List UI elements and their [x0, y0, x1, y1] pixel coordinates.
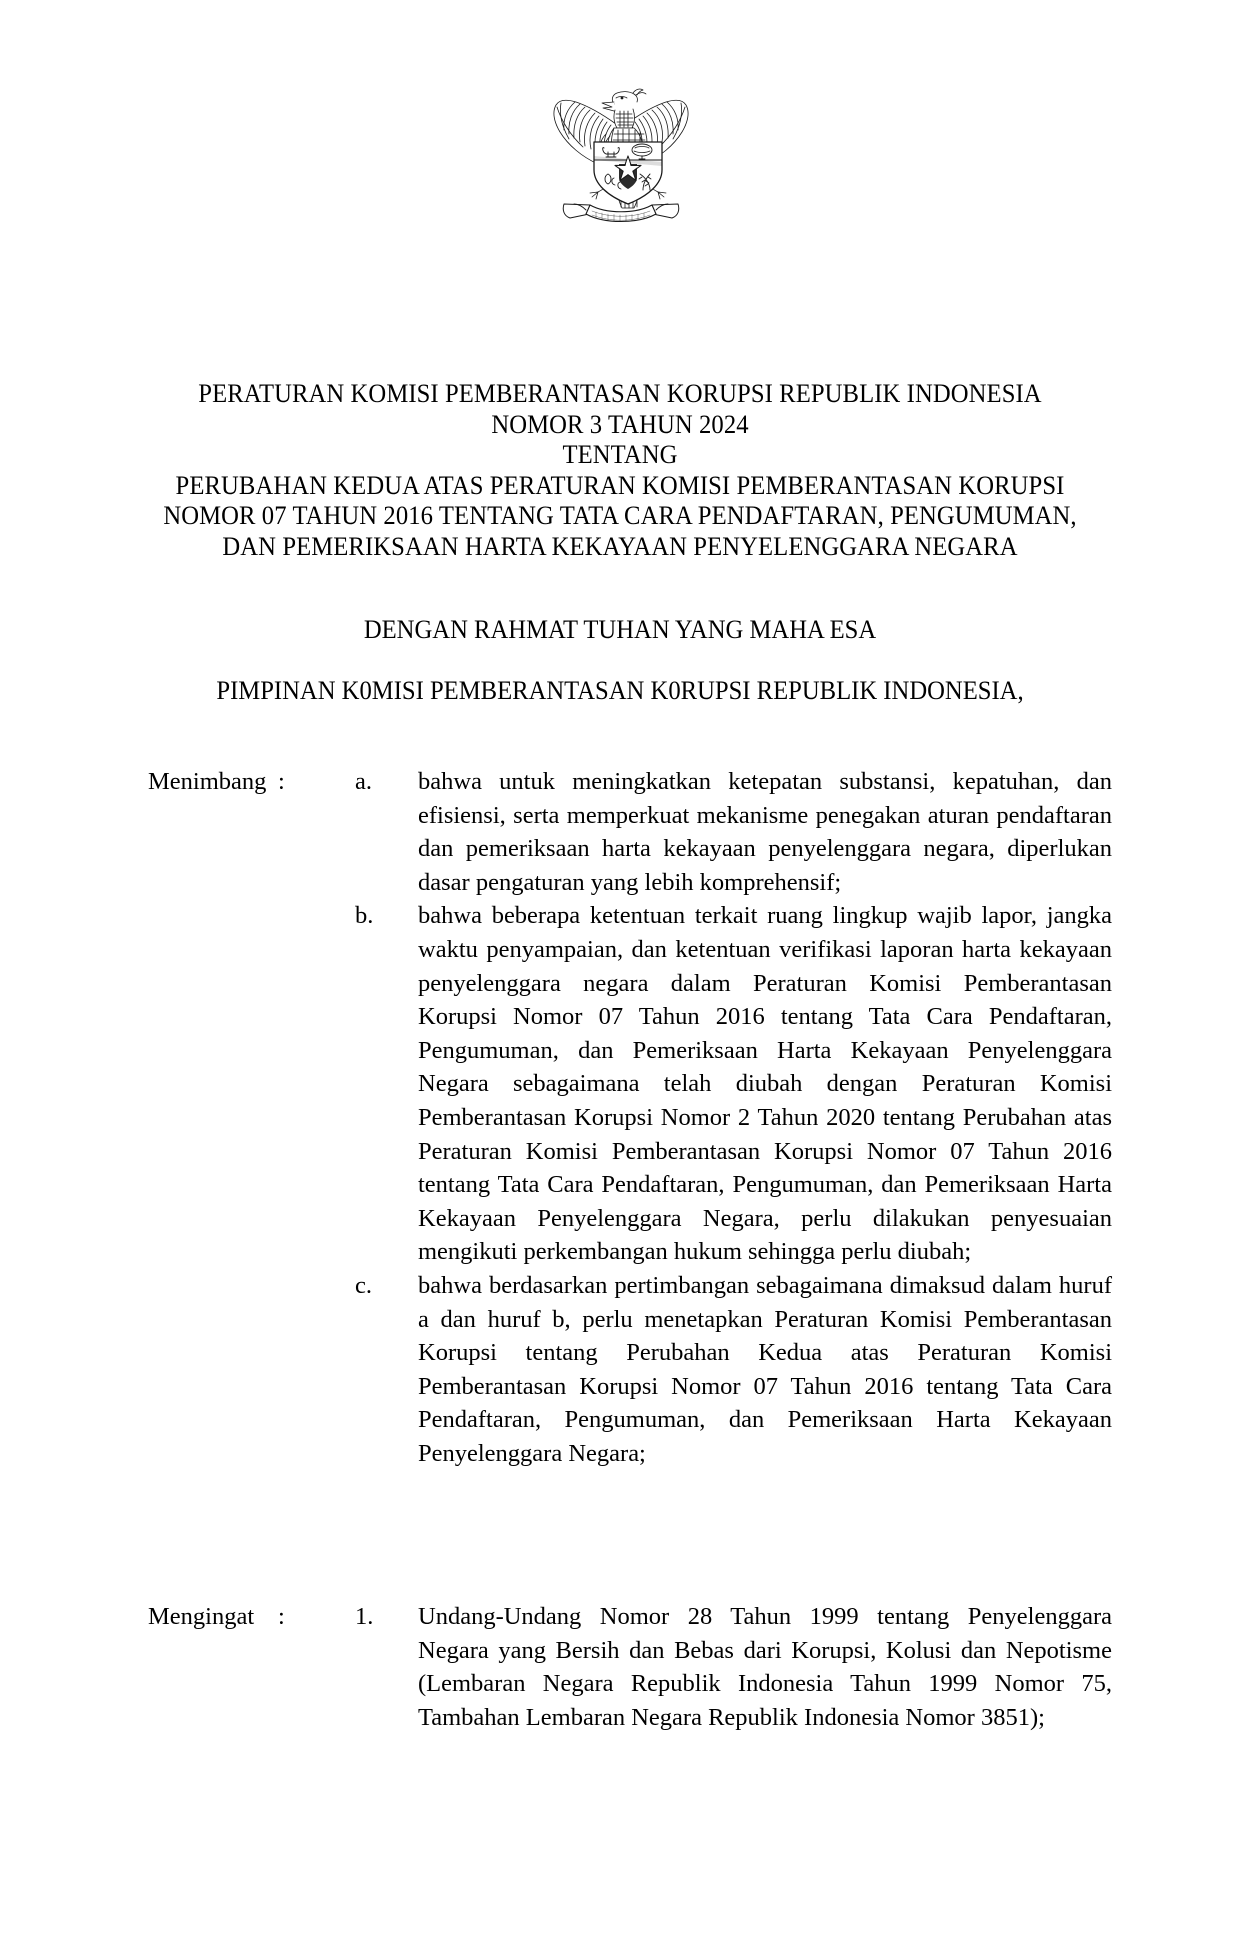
- title-line-number-year: NOMOR 3 TAHUN 2024: [491, 408, 749, 439]
- mengingat-label: Mengingat: [148, 1603, 255, 1630]
- menimbang-row: [0, 765, 1241, 1470]
- menimbang-item-c-text: bahwa berdasarkan pertimbangan sebagaimana dimaksud dalam huruf a dan huruf b, perlu menetapkan Peraturan Komisi Pemberantasan Korupsi tentang Perubahan Kedua atas Peraturan Komisi Pemberantasan Korupsi Nomor 07 Tahun 2016 tentang Tata Cara Pendaftaran, Pengumuman, dan Pemeriksaan Harta Kekayaan Penyelenggara Negara;: [418, 1271, 1112, 1467]
- emblem-container: [0, 78, 1241, 230]
- title-line-tentang: TENTANG: [562, 439, 678, 469]
- menimbang-section: [0, 765, 1241, 1470]
- garuda-pancasila-emblem: [528, 78, 714, 230]
- menimbang-item-a-marker: a.: [355, 768, 372, 795]
- menimbang-item-b-text: bahwa beberapa ketentuan terkait ruang lingkup wajib lapor, jangka waktu penyampaian, dan ketentuan verifikasi laporan harta kekayaan penyelenggara negara dalam Peraturan Komisi Pemberantasan Korupsi Nomor 07 Tahun 2016 tentang Tata Cara Pendaftaran, Pengumuman, dan Pemeriksaan Harta Kekayaan Penyelenggara Negara sebagaimana telah diubah dengan Peraturan Komisi Pemberantasan Korupsi Nomor 2 Tahun 2020 tentang Perubahan atas Peraturan Komisi Pemberantasan Korupsi Nomor 07 Tahun 2016 tentang Tata Cara Pendaftaran, Pengumuman, dan Pemeriksaan Harta Kekayaan Penyelenggara Negara, perlu dilakukan penyesuaian mengikuti perkembangan hukum sehingga perlu diubah;: [418, 902, 1112, 1266]
- menimbang-items: [0, 765, 1241, 1470]
- menimbang-item-b: [0, 899, 1241, 1269]
- mengingat-section: [0, 1600, 1241, 1734]
- menimbang-item-c: [0, 1269, 1241, 1471]
- menimbang-label: Menimbang: [148, 768, 267, 795]
- menimbang-item-c-marker: c.: [355, 1271, 372, 1299]
- menimbang-item-b-marker: b.: [355, 902, 374, 930]
- mengingat-items: [0, 1600, 1241, 1734]
- title-line-subject: PERUBAHAN KEDUA ATAS PERATURAN KOMISI PEMBERANTASAN KORUPSI NOMOR 07 TAHUN 2016 TENTANG TATA CARA PENDAFTARAN, PENGUMUMAN, DAN PEMERIKSAAN HARTA KEKAYAAN PENYELENGGARA NEGARA: [163, 469, 1077, 561]
- menimbang-item-a-text: bahwa untuk meningkatkan ketepatan substansi, kepatuhan, dan efisiensi, serta memperkuat mekanisme penegakan aturan pendaftaran dan pemeriksaan harta kekayaan penyelenggara negara, diperlukan dasar pengaturan yang lebih komprehensif;: [418, 768, 1112, 896]
- mengingat-item-1-marker: 1.: [355, 1603, 374, 1630]
- mengingat-colon: :: [278, 1603, 285, 1630]
- menimbang-item-a: [0, 765, 1241, 899]
- menimbang-colon: :: [278, 768, 285, 795]
- mengingat-item-1-text: Undang-Undang Nomor 28 Tahun 1999 tentang Penyelenggara Negara yang Bersih dan Bebas dari Korupsi, Kolusi dan Nepotisme (Lembaran Negara Republik Indonesia Tahun 1999 Nomor 75, Tambahan Lembaran Negara Republik Indonesia Nomor 3851);: [418, 1603, 1112, 1731]
- title-line-regulation: PERATURAN KOMISI PEMBERANTASAN KORUPSI REPUBLIK INDONESIA: [198, 378, 1042, 408]
- authority-line: PIMPINAN K0MISI PEMBERANTASAN K0RUPSI REPUBLIK INDONESIA,: [216, 675, 1024, 705]
- invocation-line: DENGAN RAHMAT TUHAN YANG MAHA ESA: [363, 614, 877, 644]
- title-block: [120, 378, 1120, 561]
- mengingat-item-1: [0, 1600, 1241, 1734]
- mengingat-row: [0, 1600, 1241, 1734]
